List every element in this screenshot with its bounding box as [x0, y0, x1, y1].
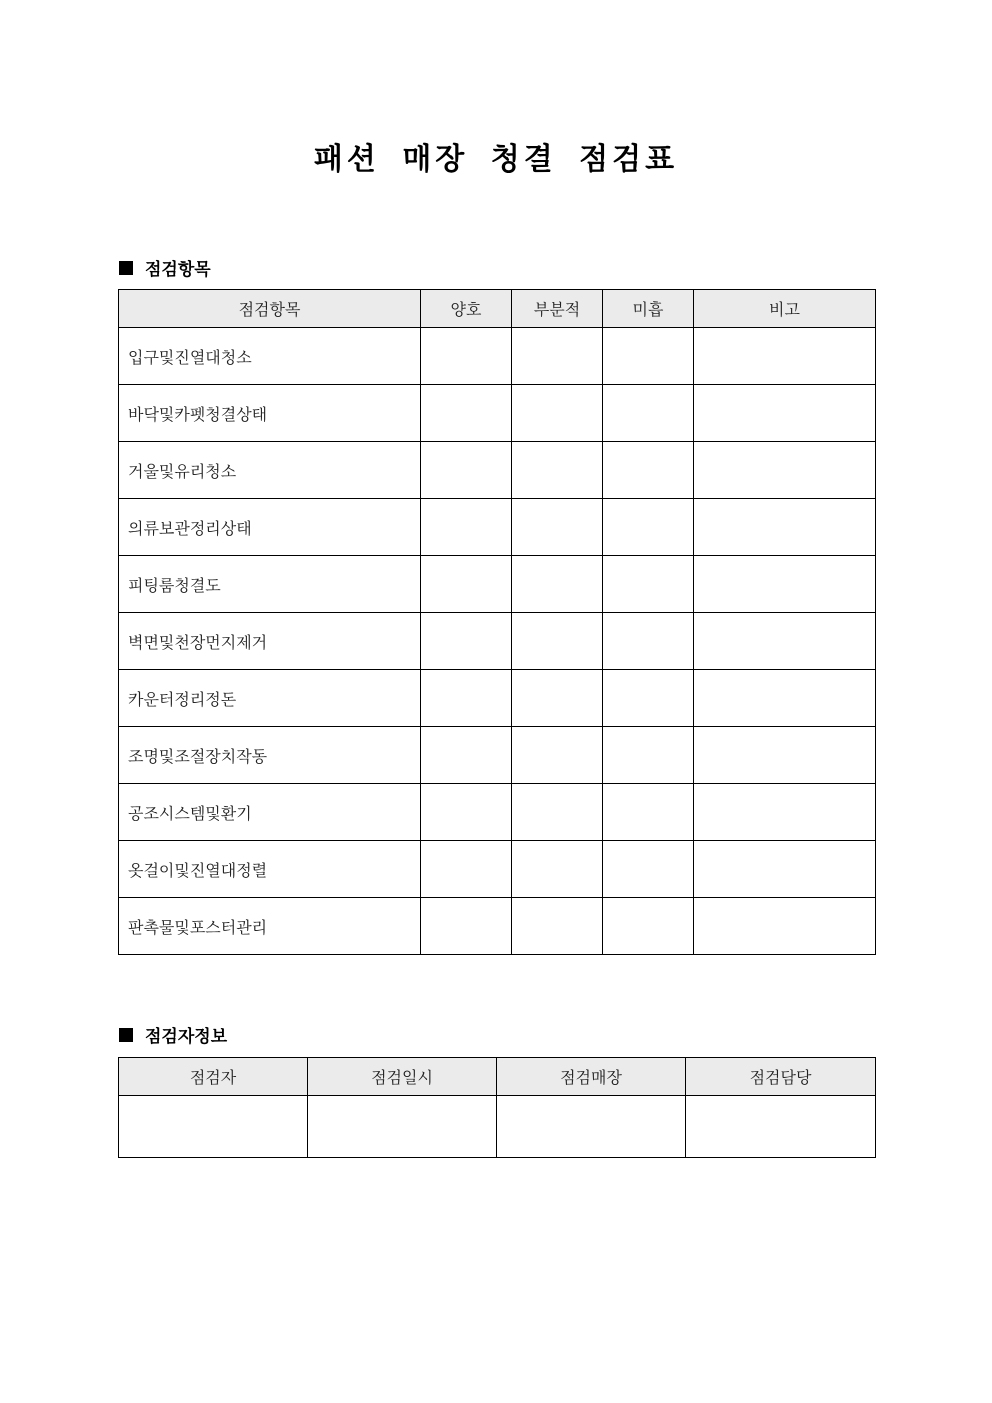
remarks-cell[interactable]: [694, 784, 876, 841]
good-cell[interactable]: [421, 556, 512, 613]
item-label: 바닥및카펫청결상태: [119, 385, 421, 442]
good-cell[interactable]: [421, 841, 512, 898]
inspector-cell[interactable]: [119, 1096, 308, 1158]
column-header-inspector: 점검자: [119, 1058, 308, 1096]
good-cell[interactable]: [421, 784, 512, 841]
partial-cell[interactable]: [512, 613, 603, 670]
store-cell[interactable]: [497, 1096, 686, 1158]
remarks-cell[interactable]: [694, 613, 876, 670]
partial-cell[interactable]: [512, 328, 603, 385]
partial-cell[interactable]: [512, 727, 603, 784]
poor-cell[interactable]: [603, 613, 694, 670]
column-header-inspection-date: 점검일시: [308, 1058, 497, 1096]
table-header-row: [119, 1058, 876, 1096]
square-bullet-icon: [119, 261, 133, 275]
good-cell[interactable]: [421, 442, 512, 499]
document-title: 패션 매장 청결 점검표: [313, 142, 679, 177]
column-header-poor: 미흡: [603, 290, 694, 328]
poor-cell[interactable]: [603, 556, 694, 613]
partial-cell[interactable]: [512, 841, 603, 898]
column-header-item: 점검항목: [119, 290, 421, 328]
item-label: 공조시스템및환기: [119, 784, 421, 841]
inspection-items-table: [118, 289, 876, 955]
poor-cell[interactable]: [603, 499, 694, 556]
inspector-info-table: [118, 1057, 876, 1158]
table-row: [119, 499, 876, 556]
poor-cell[interactable]: [603, 898, 694, 955]
square-bullet-icon: [119, 1028, 133, 1042]
table-row: [119, 784, 876, 841]
section-heading-inspector-info: [119, 1022, 227, 1047]
section-heading-inspection-items: [119, 255, 211, 280]
table-row: [119, 328, 876, 385]
poor-cell[interactable]: [603, 670, 694, 727]
good-cell[interactable]: [421, 898, 512, 955]
section-heading-label: 점검자정보: [145, 1027, 228, 1047]
remarks-cell[interactable]: [694, 499, 876, 556]
poor-cell[interactable]: [603, 385, 694, 442]
remarks-cell[interactable]: [694, 556, 876, 613]
remarks-cell[interactable]: [694, 385, 876, 442]
remarks-cell[interactable]: [694, 328, 876, 385]
poor-cell[interactable]: [603, 841, 694, 898]
table-row: [119, 613, 876, 670]
column-header-manager: 점검담당: [686, 1058, 876, 1096]
good-cell[interactable]: [421, 499, 512, 556]
table-row: [119, 670, 876, 727]
table-row: [119, 841, 876, 898]
partial-cell[interactable]: [512, 898, 603, 955]
remarks-cell[interactable]: [694, 898, 876, 955]
table-row: [119, 1096, 876, 1158]
item-label: 조명및조절장치작동: [119, 727, 421, 784]
poor-cell[interactable]: [603, 727, 694, 784]
column-header-store: 점검매장: [497, 1058, 686, 1096]
column-header-partial: 부분적: [512, 290, 603, 328]
item-label: 옷걸이및진열대정렬: [119, 841, 421, 898]
table-row: [119, 727, 876, 784]
poor-cell[interactable]: [603, 784, 694, 841]
remarks-cell[interactable]: [694, 442, 876, 499]
good-cell[interactable]: [421, 727, 512, 784]
section-heading-label: 점검항목: [145, 260, 211, 280]
poor-cell[interactable]: [603, 328, 694, 385]
table-row: [119, 442, 876, 499]
good-cell[interactable]: [421, 670, 512, 727]
remarks-cell[interactable]: [694, 670, 876, 727]
item-label: 피팅룸청결도: [119, 556, 421, 613]
item-label: 판촉물및포스터관리: [119, 898, 421, 955]
item-label: 카운터정리정돈: [119, 670, 421, 727]
remarks-cell[interactable]: [694, 841, 876, 898]
remarks-cell[interactable]: [694, 727, 876, 784]
good-cell[interactable]: [421, 328, 512, 385]
partial-cell[interactable]: [512, 385, 603, 442]
item-label: 입구및진열대청소: [119, 328, 421, 385]
partial-cell[interactable]: [512, 784, 603, 841]
good-cell[interactable]: [421, 613, 512, 670]
table-row: [119, 556, 876, 613]
column-header-remarks: 비고: [694, 290, 876, 328]
column-header-good: 양호: [421, 290, 512, 328]
partial-cell[interactable]: [512, 442, 603, 499]
poor-cell[interactable]: [603, 442, 694, 499]
partial-cell[interactable]: [512, 556, 603, 613]
table-row: [119, 898, 876, 955]
item-label: 벽면및천장먼지제거: [119, 613, 421, 670]
table-row: [119, 385, 876, 442]
partial-cell[interactable]: [512, 499, 603, 556]
item-label: 거울및유리청소: [119, 442, 421, 499]
inspection-date-cell[interactable]: [308, 1096, 497, 1158]
item-label: 의류보관정리상태: [119, 499, 421, 556]
partial-cell[interactable]: [512, 670, 603, 727]
good-cell[interactable]: [421, 385, 512, 442]
manager-cell[interactable]: [686, 1096, 876, 1158]
table-header-row: [119, 290, 876, 328]
